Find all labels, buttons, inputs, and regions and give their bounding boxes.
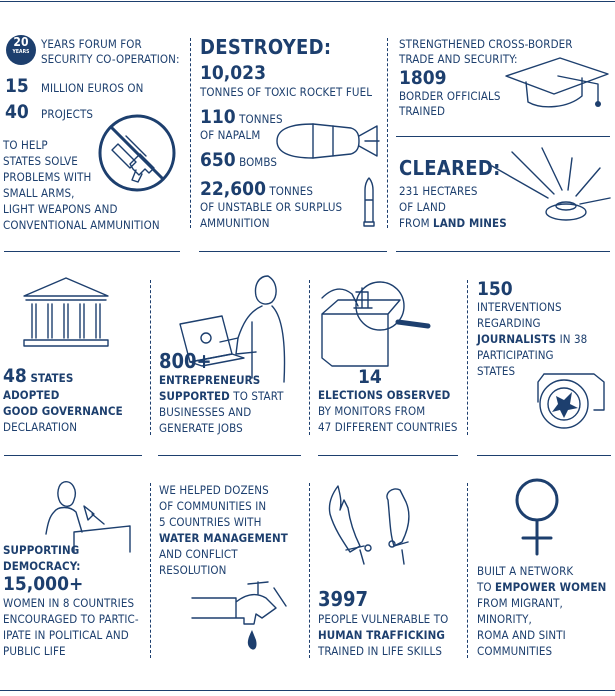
separator [150,483,151,658]
broken-camera-icon [534,362,610,432]
entrepreneurs-text-line2: SUPPORTED TO START [159,389,284,403]
water-text-line4: WATER MANAGEMENT [159,531,288,545]
entrepreneurs-text-line4: GENERATE JOBS [159,421,243,435]
shell-icon [362,178,376,228]
row2-rule-2 [158,455,301,456]
governance-text-line3: DECLARATION [3,420,78,434]
row2-rule-1 [4,455,142,456]
border-text-line3: BORDER OFFICIALS [399,89,501,103]
forum-title-line2: SECURITY CO-OPERATION: [41,52,180,66]
separator [309,483,310,658]
cleared-text-line2: OF LAND [399,200,446,214]
no-weapons-icon [96,112,178,194]
row1-rule-left [4,251,180,252]
separator [387,38,388,228]
separator [190,38,191,228]
trafficking-number: 3997 [318,587,369,611]
women-text-line5: ROMA AND SINTI [477,628,566,642]
border-text-line2: TRADE AND SECURITY: [399,52,518,66]
forum-desc-line: CONVENTIONAL AMMUNITION [3,218,160,232]
row1-rule-mid [199,251,387,252]
democracy-text-line2: DEMOCRACY: [3,559,81,573]
democracy-text-line6: PUBLIC LIFE [3,644,66,658]
forum-stat2-number: 40 [5,101,29,123]
governance-text-line1: ADOPTED [3,388,60,402]
ammunition-text-line1: OF UNSTABLE OR SURPLUS [200,200,343,214]
elections-text-line3: 47 DIFFERENT COUNTRIES [318,420,458,434]
forum-stat2-text: PROJECTS [41,107,94,121]
forum-desc-line: LIGHT WEAPONS AND [3,202,118,216]
journalists-text-line2: REGARDING [477,316,541,330]
bomb-icon [273,120,383,162]
women-text-line3: FROM MIGRANT, [477,596,563,610]
graduation-cap-icon [502,36,612,116]
forum-stat1-text: MILLION EUROS ON [41,81,144,95]
governance-number: 48 STATES [3,365,74,387]
water-text-line2: OF COMMUNITIES IN [159,499,267,513]
top-rule [0,1,615,2]
cleared-text-line1: 231 HECTARES [399,184,478,198]
women-text-line1: BUILT A NETWORK [477,564,574,578]
water-text-line6: RESOLUTION [159,563,227,577]
democracy-text-line5: IPATE IN POLITICAL AND [3,628,129,642]
land-mine-explosion-icon [492,148,612,228]
separator [467,280,468,435]
trafficking-text-line1: PEOPLE VULNERABLE TO [318,612,449,626]
governance-text-line2: GOOD GOVERNANCE [3,404,123,418]
cleared-text-line3: FROM LAND MINES [399,216,507,230]
democracy-text-line4: ENCOURAGED TO PARTIC- [3,612,139,626]
border-text-line4: TRAINED [399,104,446,118]
bottom-rule [0,690,615,691]
freed-hands-icon [320,480,420,575]
women-text-line4: MINORITY, [477,612,532,626]
parthenon-icon [20,276,112,348]
destroyed-heading: DESTROYED: [200,35,332,59]
water-tap-icon [192,574,302,656]
women-text-line2: TO EMPOWER WOMEN [477,580,607,594]
rocket-fuel-number: 10,023 [200,62,266,84]
napalm-number: 110 TONNES [200,106,283,128]
journalists-number: 150 [477,278,513,300]
badge-subtitle: YEARS [12,49,30,55]
elections-number: 14 [358,366,382,388]
elections-text-line2: BY MONITORS FROM [318,404,426,418]
forum-stat1-number: 15 [5,75,29,97]
water-text-line3: 5 COUNTRIES WITH [159,515,262,529]
ammunition-number: 22,600 TONNES [200,178,313,200]
journalists-text-line5: STATES [477,364,516,378]
separator [467,483,468,658]
napalm-text: OF NAPALM [200,128,261,142]
journalists-text-line3: JOURNALISTS IN 38 [477,332,588,346]
row1-rule-right [396,251,610,252]
separator [309,280,310,435]
trafficking-text-line3: TRAINED IN LIFE SKILLS [318,644,443,658]
forum-desc-line: PROBLEMS WITH [3,170,92,184]
forum-desc-line: SMALL ARMS, [3,186,75,200]
row2-rule-3 [318,455,458,456]
entrepreneurs-number: 800+ [159,349,212,373]
female-symbol-icon [512,476,562,556]
ballot-box-magnifier-icon [318,278,438,368]
trafficking-text-line2: HUMAN TRAFFICKING [318,628,445,642]
border-officials-number: 1809 [399,67,447,89]
journalists-text-line1: INTERVENTIONS [477,300,562,314]
bombs-number: 650 BOMBS [200,149,278,171]
forum-title-line1: YEARS FORUM FOR [41,37,142,51]
border-text-line1: STRENGTHENED CROSS-BORDER [399,37,573,51]
democracy-number: 15,000+ [3,573,84,595]
democracy-text-line3: WOMEN IN 8 COUNTRIES [3,596,135,610]
water-text-line5: AND CONFLICT [159,547,238,561]
cleared-heading: CLEARED: [399,156,501,180]
forum-desc-line: STATES SOLVE [3,154,78,168]
border-rule [396,136,610,137]
forum-desc-line: TO HELP [3,138,48,152]
journalists-text-line4: PARTICIPATING [477,348,554,362]
entrepreneurs-text-line1: ENTREPRENEURS [159,373,261,387]
badge-number: 20 [13,35,29,49]
women-text-line6: COMMUNITIES [477,644,553,658]
entrepreneurs-text-line3: BUSINESSES AND [159,405,252,419]
rocket-fuel-text: TONNES OF TOXIC ROCKET FUEL [200,85,373,99]
ammunition-text-line2: AMMUNITION [200,216,270,230]
row2-rule-4 [477,455,611,456]
elections-text-line1: ELECTIONS OBSERVED [318,388,451,402]
speaker-at-podium-icon [34,472,134,552]
democracy-text-line1: SUPPORTING [3,543,80,557]
water-text-line1: WE HELPED DOZENS [159,483,269,497]
separator [150,280,151,435]
